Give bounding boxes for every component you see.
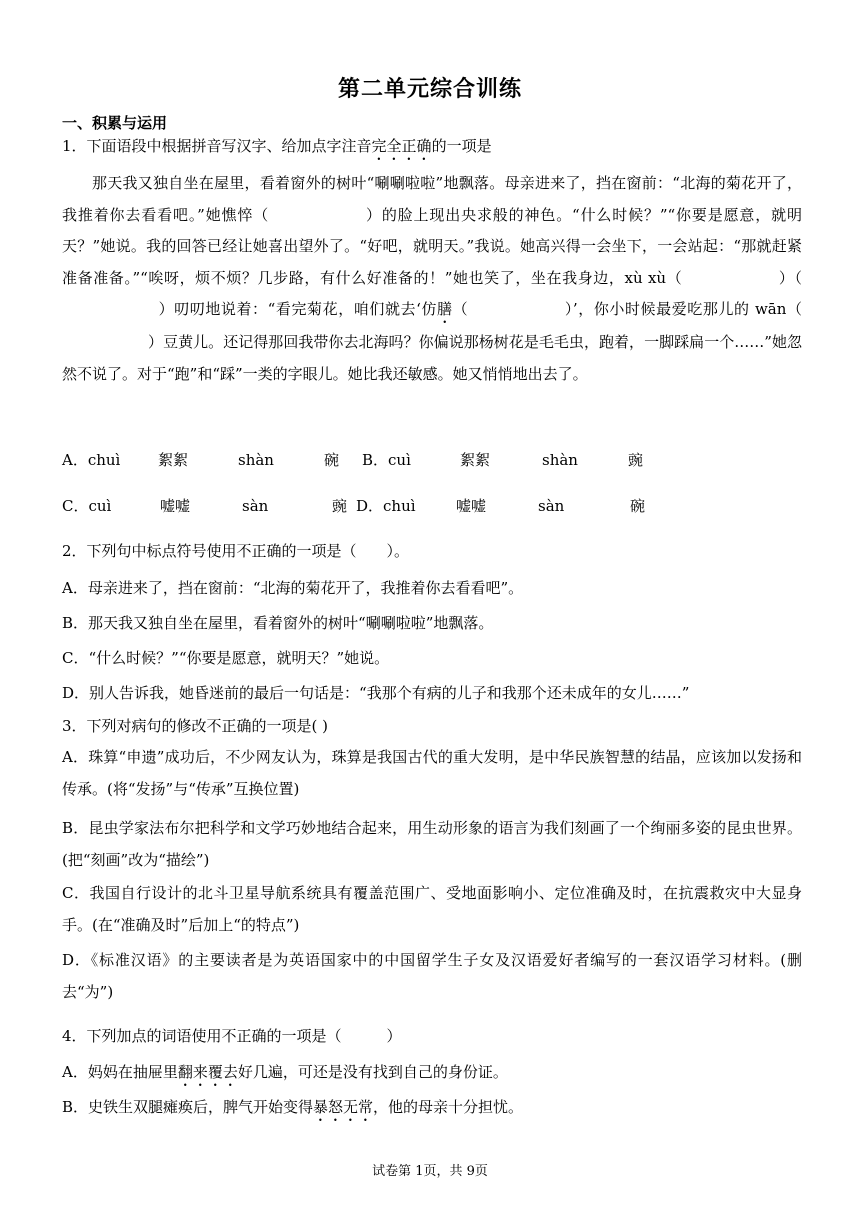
q1-option-d[interactable]: D．chuì: [356, 497, 416, 515]
q2-option-b[interactable]: B．那天我又独自坐在屋里，看着窗外的树叶“唰唰啦啦”地飘落。: [62, 614, 494, 632]
q3-option-d[interactable]: D．《标准汉语》的主要读者是为英语国家中的中国留学生子女及汉语爱好者编写的一套汉语学习材料。(删去“为”): [62, 951, 802, 1001]
q1-option-b[interactable]: B．cuì: [362, 451, 411, 469]
q3-option-a[interactable]: A．珠算“申遗”成功后，不少网友认为，珠算是我国古代的重大发明，是中华民族智慧的结晶，应该加以发扬和传承。(将“发扬”与“传承”互换位置): [62, 748, 802, 798]
q3-option-c[interactable]: C．我国自行设计的北斗卫星导航系统具有覆盖范围广、受地面影响小、定位准确及时，在抗震救灾中大显身手。(在“准确及时”后加上“的特点”): [62, 884, 802, 934]
q3-option-b[interactable]: B．昆虫学家法布尔把科学和文学巧妙地结合起来，用生动形象的语言为我们刻画了一个绚丽多姿的昆虫世界。(把“刻画”改为“描绘”): [62, 819, 802, 869]
exam-page: 第二单元综合训练 一、积累与运用 1．下面语段中根据拼音写汉字、给加点字注音完全正确的一项是 那天我又独自坐在屋里，看着窗外的树叶“唰唰啦啦”地飘落。母亲进来了，挡在窗前：“北海的菊花开了，我推着你去看看吧。”她憔悴（ ）的脸上现出央求般的神色。“什么时候？”“你要是愿意，就明天？”她说。我的回答已经让她喜出望外了。“好吧，就明天。”我说。她高兴得一会坐下，一会站起：“那就赶紧准备准备。”“唉呀，烦不烦？几步路，有什么好准备的！”她也笑了，坐在我身边，xù xù（ ）（）叨叨地说着：“看完菊花，咱们就去‘仿膳（ ）’，你小时候最爱吃那儿的 wān（）豆黄儿。还记得那回我带你去北海吗？你偏说那杨树花是毛毛虫，跑着，一脚踩扁一个……”她忽然不说了。对于“跑”和“踩”一类的字眼儿。她比我还敏感。她又悄悄地出去了。 A．chuì 絮絮 shàn 碗 B．cuì 絮絮 shàn 豌 C．cuì 嘘嘘 sàn 豌 D．chuì 嘘嘘 sàn 碗 2．下列句中标点符号使用不正确的一项是（ ）。 A．母亲进来了，挡在窗前：“北海的菊花开了，我推着你去看看吧”。 B．那天我又独自坐在屋里，看着窗外的树叶“唰唰啦啦”地飘落。 C．“什么时候？”“你要是愿意，就明天？”她说。 D．别人告诉我，她昏迷前的最后一句话是：“我那个有病的儿子和我那个还未成年的女儿……” 3．下列对病句的修改不正确的一项是( ) A．珠算“申遗”成功后，不少网友认为，珠算是我国古代的重大发明，是中华民族智慧的结晶，应该加以发扬和传承。(将“发扬”与“传承”互换位置) B．昆虫学家法布尔把科学和文学巧妙地结合起来，用生动形象的语言为我们刻画了一个绚丽多姿的昆虫世界。(把“刻画”改为“描绘”) C．我国自行设计的北斗卫星导航系统具有覆盖范围广、受地面影响小、定位准确及时，在抗震救灾中大显身手。(在“准确及时”后加上“的特点”) D．《标准汉语》的主要读者是为英语国家中的中国留学生子女及汉语爱好者编写的一套汉语学习材料。(删去“为”) 4．下列加点的词语使用不正确的一项是（ ） A．妈妈在抽屉里翻来覆去好几遍，可还是没有找到自己的身份证。 B．史铁生双腿瘫痪后，脾气开始变得暴怒无常，他的母亲十分担忧。 试卷第 1页，共 9页: [0, 0, 860, 1216]
q3-stem: 3．下列对病句的修改不正确的一项是( ): [62, 717, 329, 735]
q4-stem: 4．下列加点的词语使用不正确的一项是（ ）: [62, 1027, 402, 1045]
q2-option-c[interactable]: C．“什么时候？”“你要是愿意，就明天？”她说。: [62, 649, 390, 667]
section-heading: 一、积累与运用: [62, 114, 168, 132]
q2-stem: 2．下列句中标点符号使用不正确的一项是（ ）。: [62, 542, 410, 560]
page-title: 第二单元综合训练: [337, 77, 522, 102]
q4-option-b[interactable]: B．史铁生双腿瘫痪后，脾气开始变得暴怒无常，他的母亲十分担忧。: [62, 1098, 524, 1116]
page-footer: 试卷第 1页，共 9页: [372, 1164, 488, 1179]
q1-passage: 那天我又独自坐在屋里，看着窗外的树叶“唰唰啦啦”地飘落。母亲进来了，挡在窗前：“北海的菊花开了，我推着你去看看吧。”她憔悴（ ）的脸上现出央求般的神色。“什么时候？”“你要是愿意，就明天？”她说。我的回答已经让她喜出望外了。“好吧，就明天。”我说。她高兴得一会坐下，一会站起：“那就赶紧准备准备。”“唉呀，烦不烦？几步路，有什么好准备的！”她也笑了，坐在我身边，xù xù（ ）（）叨叨地说着：“看完菊花，咱们就去‘仿膳（ ）’，你小时候最爱吃那儿的 wān（）豆黄儿。还记得那回我带你去北海吗？你偏说那杨树花是毛毛虫，跑着，一脚踩扁一个……”她忽然不说了。对于“跑”和“踩”一类的字眼儿。她比我还敏感。她又悄悄地出去了。: [62, 174, 802, 383]
q4-option-a[interactable]: A．妈妈在抽屉里翻来覆去好几遍，可还是没有找到自己的身份证。: [62, 1063, 508, 1081]
q1-stem: 1．下面语段中根据拼音写汉字、给加点字注音完全正确的一项是: [62, 137, 492, 155]
q2-option-d[interactable]: D．别人告诉我，她昏迷前的最后一句话是：“我那个有病的儿子和我那个还未成年的女儿……”: [62, 684, 690, 702]
q2-option-a[interactable]: A．母亲进来了，挡在窗前：“北海的菊花开了，我推着你去看看吧”。: [62, 579, 524, 597]
q1-option-a[interactable]: A．chuì: [62, 451, 121, 469]
q1-option-c[interactable]: C．cuì: [62, 497, 112, 515]
